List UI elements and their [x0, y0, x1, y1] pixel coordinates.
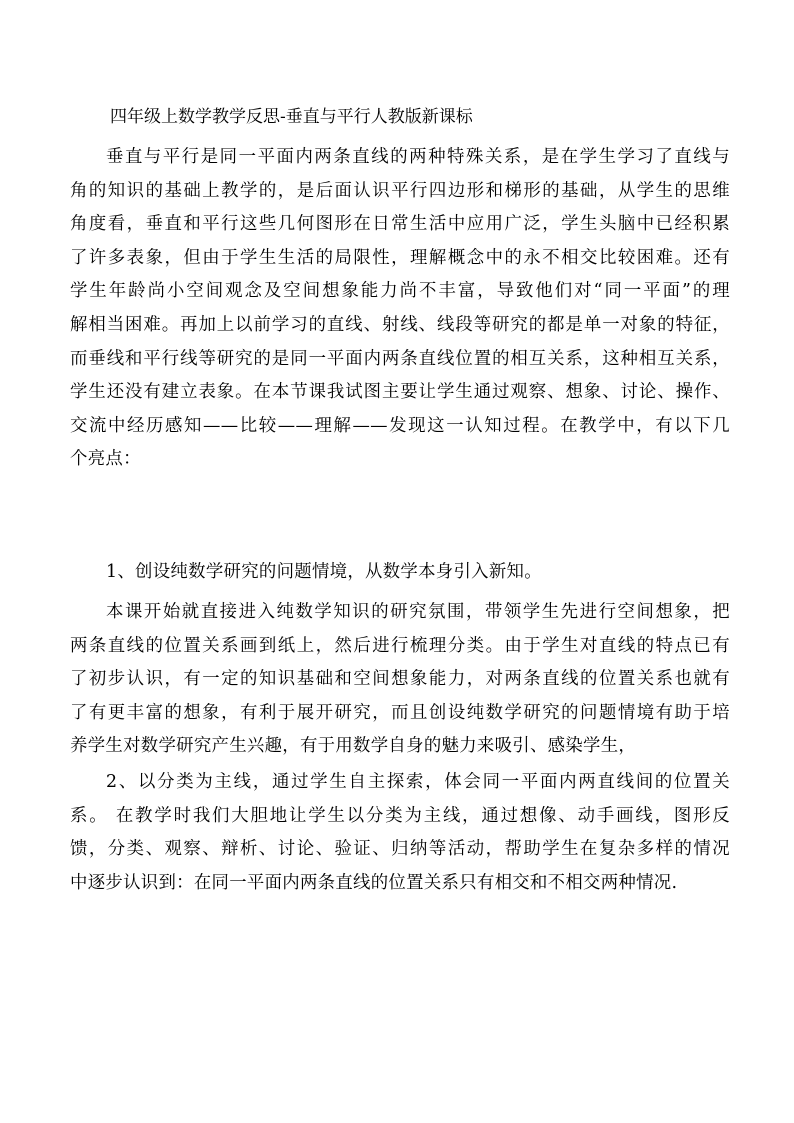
- text-line: 了许多表象，但由于学生生活的局限性，理解概念中的永不相交比较困难。还有: [70, 247, 730, 268]
- text-line: 馈，分类、观察、辩析、讨论、验证、归纳等活动，帮助学生在复杂多样的情况: [70, 839, 730, 860]
- text-line: 学生年龄尚小空间观念及空间想象能力尚不丰富，导致他们对“同一平面”的理: [70, 281, 730, 302]
- paragraph-point-1-heading: [70, 556, 730, 590]
- text-line: 垂直与平行是同一平面内两条直线的两种特殊关系，是在学生学习了直线与: [106, 147, 730, 167]
- text-line: 角的知识的基础上教学的，是后面认识平行四边形和梯形的基础，从学生的思维: [70, 180, 730, 201]
- document-title: 四年级上数学教学反思-垂直与平行人教版新课标: [110, 107, 473, 127]
- paragraph-point-1-body: [70, 596, 730, 764]
- text-line: 了初步认识，有一定的知识基础和空间想象能力，对两条直线的位置关系也就有: [70, 669, 730, 690]
- text-line: 交流中经历感知——比较——理解——发现这一认知过程。在教学中，有以下几: [70, 415, 730, 436]
- text-line: 中逐步认识到：在同一平面内两条直线的位置关系只有相交和不相交两种情况.: [70, 872, 678, 893]
- text-line: 系。 在教学时我们大胆地让学生以分类为主线，通过想像、动手画线，图形反: [70, 805, 730, 826]
- text-line: 个亮点：: [70, 449, 141, 470]
- text-line: 了有更丰富的想象，有利于展开研究，而且创设纯数学研究的问题情境有助于培: [70, 702, 730, 723]
- text-line: 角度看，垂直和平行这些几何图形在日常生活中应用广泛，学生头脑中已经积累: [70, 214, 730, 235]
- text-line: 两条直线的位置关系画到纸上，然后进行梳理分类。由于学生对直线的特点已有: [70, 635, 730, 656]
- paragraph-intro: [70, 141, 730, 477]
- text-line: 解相当困难。再加上以前学习的直线、射线、线段等研究的都是单一对象的特征，: [70, 314, 730, 335]
- paragraph-point-2: [70, 766, 730, 900]
- text-line: 本课开始就直接进入纯数学知识的研究氛围，带领学生先进行空间想象，把: [106, 602, 730, 622]
- text-line: 学生还没有建立表象。在本节课我试图主要让学生通过观察、想象、讨论、操作、: [70, 382, 730, 403]
- text-line: 而垂线和平行线等研究的是同一平面内两条直线位置的相互关系，这种相互关系，: [70, 348, 730, 369]
- text-line: 1、创设纯数学研究的问题情境，从数学本身引入新知。: [106, 562, 542, 582]
- text-line: 养学生对数学研究产生兴趣，有于用数学自身的魅力来吸引、感染学生，: [70, 736, 637, 757]
- text-line: 2、以分类为主线，通过学生自主探索，体会同一平面内两直线间的位置关: [106, 772, 730, 792]
